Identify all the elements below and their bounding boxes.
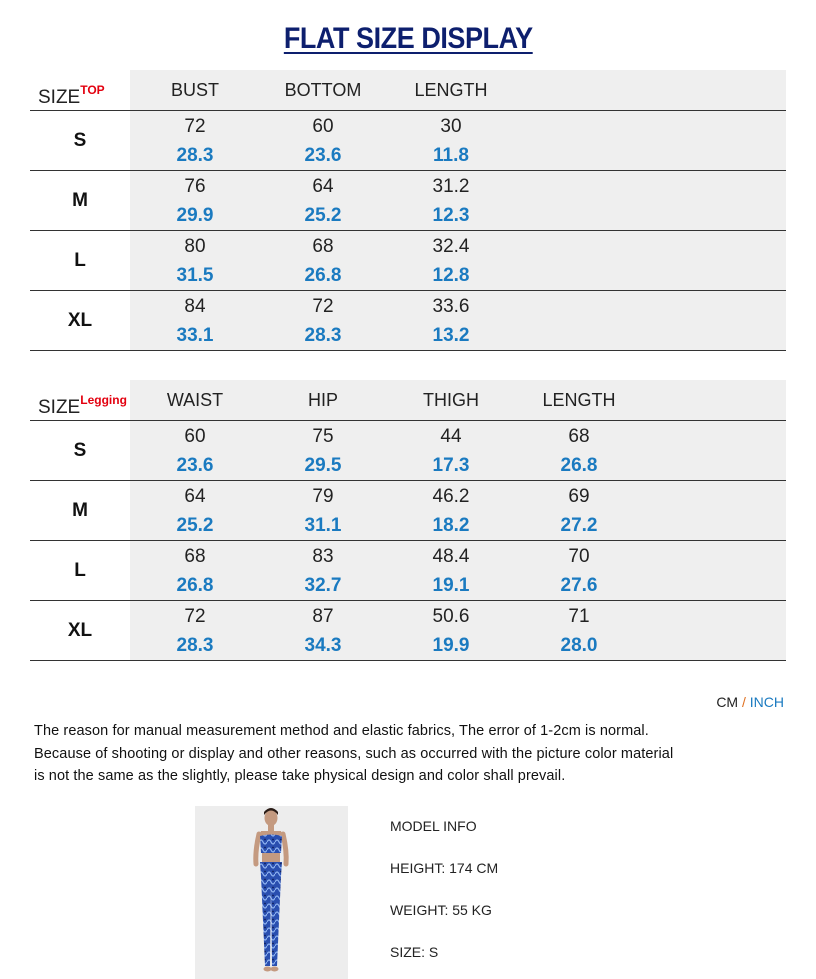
inch-value: 26.8 <box>560 455 598 476</box>
model-weight: WEIGHT: 55 KG <box>390 902 492 918</box>
inch-value: 17.3 <box>432 455 470 476</box>
unit-separator: / <box>741 694 746 710</box>
column-header: WAIST <box>166 390 224 410</box>
inch-value: 13.2 <box>432 325 470 346</box>
table-row <box>30 171 786 231</box>
cm-value: 48.4 <box>432 546 470 567</box>
legging-table-header <box>30 380 786 421</box>
table-row <box>30 111 786 171</box>
cm-value: 84 <box>184 296 206 317</box>
cm-value: 87 <box>312 606 334 627</box>
inch-value: 31.5 <box>176 265 214 286</box>
column-header: BOTTOM <box>284 80 362 100</box>
note-line: Because of shooting or display and other reasons, such as occurred with the picture color material <box>34 745 674 762</box>
inch-value: 26.8 <box>304 265 342 286</box>
inch-value: 11.8 <box>433 145 469 166</box>
cm-value: 30 <box>440 116 462 137</box>
note-line: The reason for manual measurement method and elastic fabrics, The error of 1-2cm is normal. <box>34 723 649 739</box>
cm-value: 64 <box>184 486 206 507</box>
cm-value: 50.6 <box>432 606 470 627</box>
model-size: SIZE: S <box>390 944 439 960</box>
table-row <box>30 291 786 351</box>
table-row <box>30 231 786 291</box>
column-header: LENGTH <box>542 390 616 410</box>
inch-value: 12.8 <box>432 265 470 286</box>
cm-value: 60 <box>312 116 334 137</box>
inch-value: 27.2 <box>560 515 598 536</box>
cm-value: 80 <box>184 236 206 257</box>
size-cell: L <box>74 559 86 581</box>
column-header: THIGH <box>423 390 479 410</box>
inch-value: 27.6 <box>560 575 598 596</box>
inch-value: 28.0 <box>560 635 598 656</box>
cm-value: 69 <box>568 486 590 507</box>
column-header: LENGTH <box>414 80 488 100</box>
inch-value: 25.2 <box>304 205 342 226</box>
cm-value: 75 <box>312 426 334 447</box>
cm-value: 70 <box>568 546 590 567</box>
inch-value: 31.1 <box>304 515 342 536</box>
size-cell: L <box>74 249 86 271</box>
inch-value: 23.6 <box>304 145 342 166</box>
cm-value: 83 <box>312 546 334 567</box>
column-header: HIP <box>307 390 338 410</box>
size-cell: S <box>73 439 87 461</box>
note-line: is not the same as the slightly, please take physical design and color shall prevail. <box>34 768 566 784</box>
cm-value: 72 <box>184 116 206 137</box>
legging-size-table <box>30 380 786 661</box>
inch-value: 18.2 <box>432 515 470 536</box>
size-cell: M <box>72 189 88 211</box>
model-height: HEIGHT: 174 CM <box>390 860 499 876</box>
inch-value: 19.9 <box>432 635 470 656</box>
table-row <box>30 481 786 541</box>
inch-value: 12.3 <box>432 205 470 226</box>
cm-value: 64 <box>312 176 334 197</box>
inch-value: 25.2 <box>176 515 214 536</box>
column-header: BUST <box>170 80 219 100</box>
size-cell: S <box>73 129 87 151</box>
inch-value: 34.3 <box>304 635 342 656</box>
legging-size-tag: Legging <box>80 393 127 407</box>
top-size-label: $SIZE^{TOP}$ <box>38 83 105 108</box>
page-title-wrap <box>0 22 816 56</box>
top-size-tag: TOP <box>80 83 105 97</box>
cm-value: 72 <box>184 606 206 627</box>
cm-value: 72 <box>312 296 334 317</box>
cm-value: 31.2 <box>432 176 470 197</box>
inch-value: 23.6 <box>176 455 214 476</box>
inch-value: 28.3 <box>304 325 342 346</box>
measurement-note <box>34 720 794 788</box>
unit-legend <box>716 694 784 710</box>
cm-value: 46.2 <box>432 486 470 507</box>
cm-value: 79 <box>312 486 334 507</box>
table-row <box>30 421 786 481</box>
table-row <box>30 601 786 661</box>
cm-value: 68 <box>184 546 206 567</box>
unit-inch: INCH <box>749 694 784 710</box>
page-title: FLAT SIZE DISPLAY <box>283 22 533 55</box>
cm-value: 76 <box>184 176 206 197</box>
cm-value: 33.6 <box>432 296 470 317</box>
inch-value: 28.3 <box>176 635 214 656</box>
cm-value: 32.4 <box>432 236 470 257</box>
size-cell: XL <box>67 309 93 331</box>
inch-value: 32.7 <box>304 575 342 596</box>
inch-value: 33.1 <box>176 325 214 346</box>
inch-value: 19.1 <box>432 575 470 596</box>
unit-cm: CM <box>716 694 739 710</box>
model-info-heading: MODEL INFO <box>390 818 477 834</box>
model-figure-illustration <box>195 806 348 979</box>
cm-value: 60 <box>184 426 206 447</box>
cm-value: 68 <box>568 426 590 447</box>
legging-size-label: $SIZE^{Legging}$ <box>38 393 127 418</box>
inch-value: 29.5 <box>304 455 342 476</box>
top-size-table <box>30 70 786 351</box>
table-row <box>30 541 786 601</box>
size-cell: M <box>72 499 88 521</box>
cm-value: 44 <box>440 426 462 447</box>
model-photo <box>195 806 348 979</box>
inch-value: 26.8 <box>176 575 214 596</box>
inch-value: 28.3 <box>176 145 214 166</box>
top-table-header <box>30 70 786 111</box>
cm-value: 68 <box>312 236 334 257</box>
size-cell: XL <box>67 619 93 641</box>
cm-value: 71 <box>568 606 590 627</box>
inch-value: 29.9 <box>176 205 214 226</box>
